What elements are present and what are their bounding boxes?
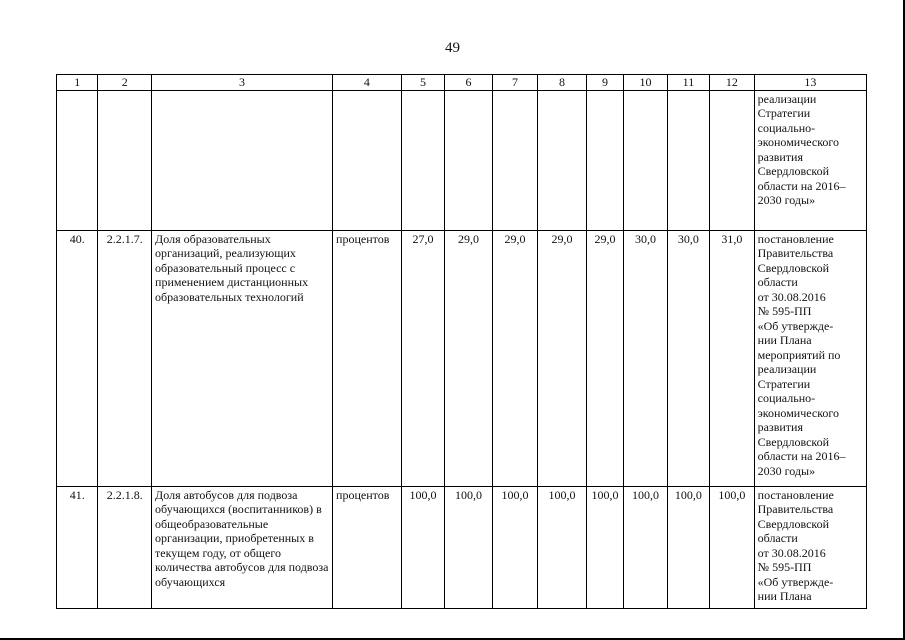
value-cell: 29,0	[538, 230, 587, 486]
value-cell: 100,0	[586, 486, 623, 608]
indicator-name: Доля образовательных организаций, реализующих образовательный процесс с применением дистанционных образовательных технологий	[152, 230, 333, 486]
column-header: 11	[667, 75, 709, 91]
unit	[333, 90, 402, 230]
unit: процентов	[333, 230, 402, 486]
column-header: 13	[754, 75, 866, 91]
table-header-row	[57, 75, 867, 91]
value-cell: 100,0	[492, 486, 538, 608]
value-cell: 100,0	[667, 486, 709, 608]
value-cell	[492, 90, 538, 230]
page-number: 49	[445, 40, 460, 56]
value-cell	[667, 90, 709, 230]
column-header: 2	[98, 75, 152, 91]
indicator-name	[152, 90, 333, 230]
value-cell: 27,0	[401, 230, 444, 486]
value-cell: 100,0	[624, 486, 667, 608]
row-number: 40.	[57, 230, 98, 486]
column-header: 8	[538, 75, 587, 91]
row-number: 41.	[57, 486, 98, 608]
indicator-name: Доля автобусов для подвоза обучающихся (воспитанников) в общеобразовательные организации, приобретенных в текущем году, от общего количества автобусов для подвоза обучающихся	[152, 486, 333, 608]
value-cell: 29,0	[492, 230, 538, 486]
value-cell: 100,0	[710, 486, 754, 608]
table-row	[57, 486, 867, 608]
value-cell: 100,0	[401, 486, 444, 608]
column-header: 12	[710, 75, 754, 91]
value-cell	[445, 90, 493, 230]
value-cell	[710, 90, 754, 230]
column-header: 5	[401, 75, 444, 91]
row-number	[57, 90, 98, 230]
value-cell: 29,0	[445, 230, 493, 486]
value-cell	[401, 90, 444, 230]
column-header: 9	[586, 75, 623, 91]
value-cell	[624, 90, 667, 230]
value-cell: 30,0	[624, 230, 667, 486]
source-document: постановление Правительства Свердловской области от 30.08.2016 № 595-ПП «Об утвержде- нии Плана мероприятий по реализации Стратегии социально- экономического развития Свердловской области на 2016– 2030 годы»	[754, 230, 866, 486]
source-document: реализации Стратегии социально- экономического развития Свердловской области на 2016– 2030 годы»	[754, 90, 866, 230]
table-row	[57, 230, 867, 486]
value-cell: 30,0	[667, 230, 709, 486]
value-cell: 29,0	[586, 230, 623, 486]
indicator-code: 2.2.1.7.	[98, 230, 152, 486]
column-header: 10	[624, 75, 667, 91]
value-cell	[586, 90, 623, 230]
indicator-code	[98, 90, 152, 230]
unit: процентов	[333, 486, 402, 608]
indicator-code: 2.2.1.8.	[98, 486, 152, 608]
column-header: 6	[445, 75, 493, 91]
value-cell: 31,0	[710, 230, 754, 486]
column-header: 1	[57, 75, 98, 91]
table-row	[57, 90, 867, 230]
value-cell: 100,0	[445, 486, 493, 608]
value-cell	[538, 90, 587, 230]
column-header: 4	[333, 75, 402, 91]
column-header: 3	[152, 75, 333, 91]
source-document: постановление Правительства Свердловской области от 30.08.2016 № 595-ПП «Об утвержде- нии Плана	[754, 486, 866, 608]
indicator-table	[56, 74, 867, 609]
value-cell: 100,0	[538, 486, 587, 608]
column-header: 7	[492, 75, 538, 91]
